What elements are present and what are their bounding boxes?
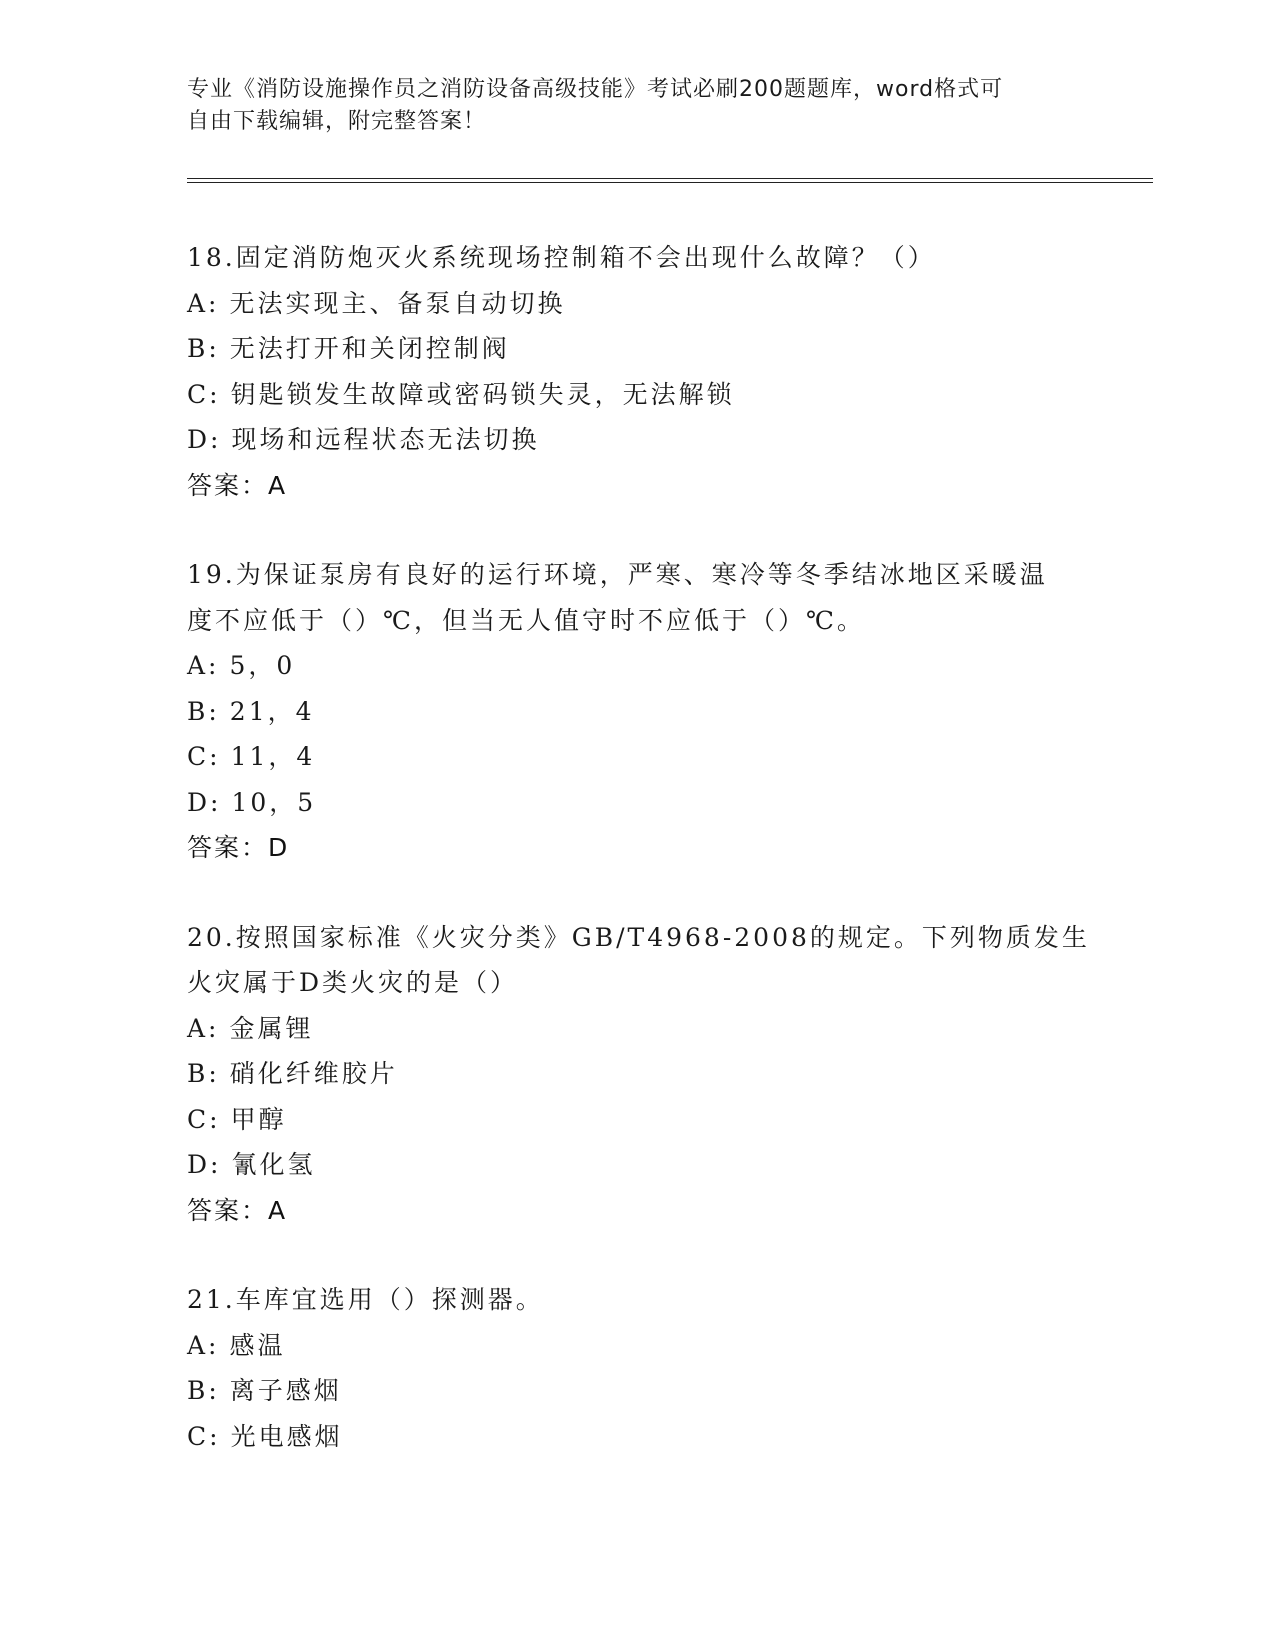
- option-item: [187, 417, 1087, 463]
- option-key: C:: [187, 1421, 221, 1451]
- question-text-line: 18.固定消防炮灭火系统现场控制箱不会出现什么故障？（）: [187, 243, 936, 272]
- option-item: [187, 1368, 1087, 1414]
- option-text: 现场和远程状态无法切换: [231, 425, 540, 454]
- header-line-1: 专业《消防设施操作员之消防设备高级技能》考试必刷200题题库，word格式可: [187, 77, 1004, 102]
- question-block: [187, 915, 1090, 1234]
- option-text: 氰化氢: [231, 1150, 316, 1179]
- option-key: B:: [187, 1059, 220, 1088]
- option-item: [187, 1414, 1087, 1460]
- option-key: C:: [187, 379, 221, 409]
- question-block: [187, 1277, 1087, 1459]
- question-text-line: 度不应低于（）℃，但当无人值守时不应低于（）℃。: [187, 605, 865, 635]
- question-text: [187, 1277, 1087, 1323]
- question-block: [187, 552, 1087, 871]
- answer-line: 答案：A: [187, 1195, 288, 1225]
- question-text: [187, 915, 1090, 1006]
- option-item: [187, 372, 1087, 418]
- header-divider-top: [187, 178, 1153, 179]
- option-text: 5，0: [229, 651, 296, 680]
- option-item: [187, 643, 1087, 689]
- question-text-line: 21.车库宜选用（）探测器。: [187, 1285, 544, 1314]
- option-text: 钥匙锁发生故障或密码锁失灵，无法解锁: [230, 379, 735, 409]
- option-key: B:: [187, 1376, 220, 1405]
- option-text: 硝化纤维胶片: [229, 1059, 398, 1088]
- question-text-line: 20.按照国家标准《火灾分类》GB/T4968-2008的规定。下列物质发生: [187, 922, 1090, 952]
- option-text: 金属锂: [229, 1013, 314, 1043]
- option-text: 离子感烟: [229, 1376, 342, 1405]
- option-key: A:: [187, 1013, 220, 1043]
- option-item: [187, 1051, 1087, 1097]
- option-item: [187, 281, 1087, 327]
- option-key: C:: [187, 1104, 221, 1134]
- answer-line: 答案：A: [187, 470, 288, 500]
- question-block: [187, 235, 1087, 508]
- option-item: [187, 326, 1087, 372]
- option-text: 无法打开和关闭控制阀: [229, 334, 510, 363]
- option-key: A:: [187, 1330, 220, 1360]
- option-text: 光电感烟: [230, 1421, 343, 1451]
- option-text: 21，4: [229, 696, 315, 726]
- header-divider-bottom: [187, 182, 1153, 183]
- option-key: D:: [187, 1150, 222, 1179]
- option-text: 无法实现主、备泵自动切换: [229, 288, 566, 318]
- option-text: 11，4: [230, 742, 316, 771]
- option-item: [187, 780, 1087, 826]
- question-list: [187, 235, 1090, 1503]
- option-key: D:: [187, 425, 222, 454]
- document-header: [187, 74, 1067, 138]
- option-key: B:: [187, 334, 220, 363]
- option-key: C:: [187, 742, 221, 771]
- header-line-2: 自由下载编辑，附完整答案！: [187, 109, 487, 134]
- option-item: [187, 689, 1087, 735]
- option-key: D:: [187, 787, 222, 817]
- option-item: [187, 1006, 1087, 1052]
- answer-line: 答案：D: [187, 833, 290, 862]
- option-item: [187, 734, 1087, 780]
- option-key: A:: [187, 651, 220, 680]
- option-text: 感温: [229, 1330, 286, 1360]
- option-text: 甲醇: [230, 1104, 287, 1134]
- option-item: [187, 1142, 1087, 1188]
- question-text-line: 火灾属于D类火灾的是（）: [187, 968, 519, 997]
- option-text: 10，5: [231, 787, 317, 817]
- option-key: B:: [187, 696, 220, 726]
- option-item: [187, 1323, 1087, 1369]
- option-item: [187, 1097, 1087, 1143]
- question-text: [187, 235, 1087, 281]
- question-text: [187, 552, 1087, 643]
- option-key: A:: [187, 288, 220, 318]
- question-text-line: 19.为保证泵房有良好的运行环境，严寒、寒冷等冬季结冰地区采暖温: [187, 560, 1048, 589]
